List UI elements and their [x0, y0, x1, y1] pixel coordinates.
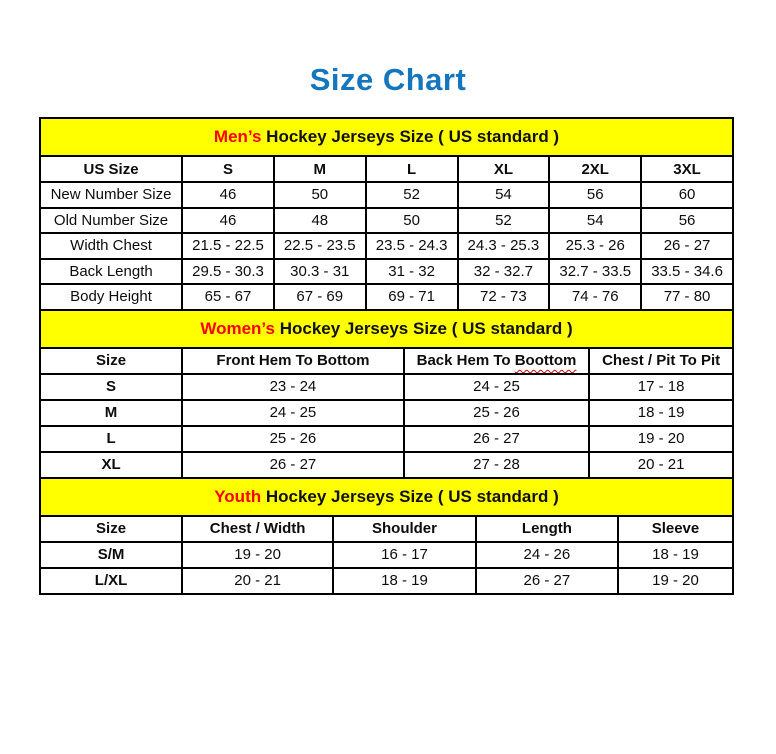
youth-band-accent: Youth — [214, 486, 262, 506]
cell: 25 - 26 — [404, 400, 589, 426]
cell: 77 - 80 — [641, 284, 733, 310]
mens-header-xl: XL — [458, 156, 550, 182]
womens-header-chest: Chest / Pit To Pit — [589, 348, 733, 374]
cell: 65 - 67 — [182, 284, 274, 310]
womens-band-title — [40, 310, 733, 348]
mens-band-title — [40, 118, 733, 156]
youth-header-length: Length — [476, 516, 618, 542]
cell: 23.5 - 24.3 — [366, 233, 458, 259]
row-label: M — [40, 400, 182, 426]
cell: 32 - 32.7 — [458, 259, 550, 285]
youth-header-row — [40, 516, 733, 542]
cell: 72 - 73 — [458, 284, 550, 310]
cell: 23 - 24 — [182, 374, 404, 400]
cell: 50 — [366, 208, 458, 234]
mens-band-rest: Hockey Jerseys Size ( US standard ) — [261, 127, 560, 146]
table-row — [40, 233, 733, 259]
youth-header-size: Size — [40, 516, 182, 542]
cell: 50 — [274, 182, 366, 208]
cell: 46 — [182, 182, 274, 208]
mens-header-us-size: US Size — [40, 156, 182, 182]
cell: 52 — [366, 182, 458, 208]
cell: 25 - 26 — [182, 426, 404, 452]
table-row — [40, 452, 733, 478]
womens-band — [40, 310, 733, 348]
cell: 26 - 27 — [476, 568, 618, 594]
cell: 31 - 32 — [366, 259, 458, 285]
cell: 54 — [549, 208, 641, 234]
cell: 24.3 - 25.3 — [458, 233, 550, 259]
womens-header-back-hem — [404, 348, 589, 374]
table-row — [40, 374, 733, 400]
womens-header-front-hem: Front Hem To Bottom — [182, 348, 404, 374]
cell: 69 - 71 — [366, 284, 458, 310]
table-row — [40, 568, 733, 594]
mens-header-s: S — [182, 156, 274, 182]
table-row — [40, 542, 733, 568]
cell: 32.7 - 33.5 — [549, 259, 641, 285]
cell: 52 — [458, 208, 550, 234]
cell: 24 - 26 — [476, 542, 618, 568]
womens-band-rest: Hockey Jerseys Size ( US standard ) — [274, 318, 573, 338]
cell: 19 - 20 — [618, 568, 733, 594]
cell: 60 — [641, 182, 733, 208]
cell: 27 - 28 — [404, 452, 589, 478]
womens-header-row — [40, 348, 733, 374]
youth-header-shoulder: Shoulder — [333, 516, 476, 542]
cell: 20 - 21 — [182, 568, 333, 594]
cell: 17 - 18 — [589, 374, 733, 400]
back-hem-misspelled-word: Boottom — [514, 352, 577, 369]
cell: 26 - 27 — [182, 452, 404, 478]
cell: 20 - 21 — [589, 452, 733, 478]
row-label: Body Height — [40, 284, 182, 310]
row-label: Old Number Size — [40, 208, 182, 234]
cell: 16 - 17 — [333, 542, 476, 568]
table-row — [40, 284, 733, 310]
cell: 21.5 - 22.5 — [182, 233, 274, 259]
cell: 18 - 19 — [589, 400, 733, 426]
cell: 74 - 76 — [549, 284, 641, 310]
womens-band-accent: Women’s — [200, 318, 275, 338]
row-label: Width Chest — [40, 233, 182, 259]
cell: 22.5 - 23.5 — [274, 233, 366, 259]
cell: 25.3 - 26 — [549, 233, 641, 259]
cell: 30.3 - 31 — [274, 259, 366, 285]
cell: 19 - 20 — [182, 542, 333, 568]
cell: 67 - 69 — [274, 284, 366, 310]
cell: 33.5 - 34.6 — [641, 259, 733, 285]
cell: 54 — [458, 182, 550, 208]
youth-size-table — [39, 477, 734, 595]
size-chart-container — [39, 117, 734, 595]
youth-header-chest-width: Chest / Width — [182, 516, 333, 542]
cell: 19 - 20 — [589, 426, 733, 452]
cell: 48 — [274, 208, 366, 234]
youth-band — [40, 478, 733, 516]
youth-header-sleeve: Sleeve — [618, 516, 733, 542]
cell: 24 - 25 — [182, 400, 404, 426]
cell: 26 - 27 — [641, 233, 733, 259]
mens-header-3xl: 3XL — [641, 156, 733, 182]
cell: 18 - 19 — [333, 568, 476, 594]
row-label: L/XL — [40, 568, 182, 594]
row-label: Back Length — [40, 259, 182, 285]
cell: 18 - 19 — [618, 542, 733, 568]
mens-header-row — [40, 156, 733, 182]
cell: 56 — [641, 208, 733, 234]
mens-header-m: M — [274, 156, 366, 182]
womens-size-table — [39, 309, 734, 479]
row-label: XL — [40, 452, 182, 478]
cell: 46 — [182, 208, 274, 234]
mens-band-accent: Men’s — [213, 127, 262, 146]
table-row — [40, 259, 733, 285]
cell: 24 - 25 — [404, 374, 589, 400]
mens-band — [40, 118, 733, 156]
row-label: S — [40, 374, 182, 400]
table-row — [40, 182, 733, 208]
mens-header-l: L — [366, 156, 458, 182]
back-hem-prefix: Back Hem To — [416, 352, 511, 369]
table-row — [40, 400, 733, 426]
youth-band-rest: Hockey Jerseys Size ( US standard ) — [261, 486, 559, 506]
table-row — [40, 208, 733, 234]
mens-header-2xl: 2XL — [549, 156, 641, 182]
womens-header-size: Size — [40, 348, 182, 374]
row-label: New Number Size — [40, 182, 182, 208]
row-label: S/M — [40, 542, 182, 568]
row-label: L — [40, 426, 182, 452]
mens-size-table — [39, 117, 734, 311]
cell: 26 - 27 — [404, 426, 589, 452]
cell: 29.5 - 30.3 — [182, 259, 274, 285]
page-title: Size Chart — [309, 62, 467, 97]
table-row — [40, 426, 733, 452]
youth-band-title — [40, 478, 733, 516]
cell: 56 — [549, 182, 641, 208]
